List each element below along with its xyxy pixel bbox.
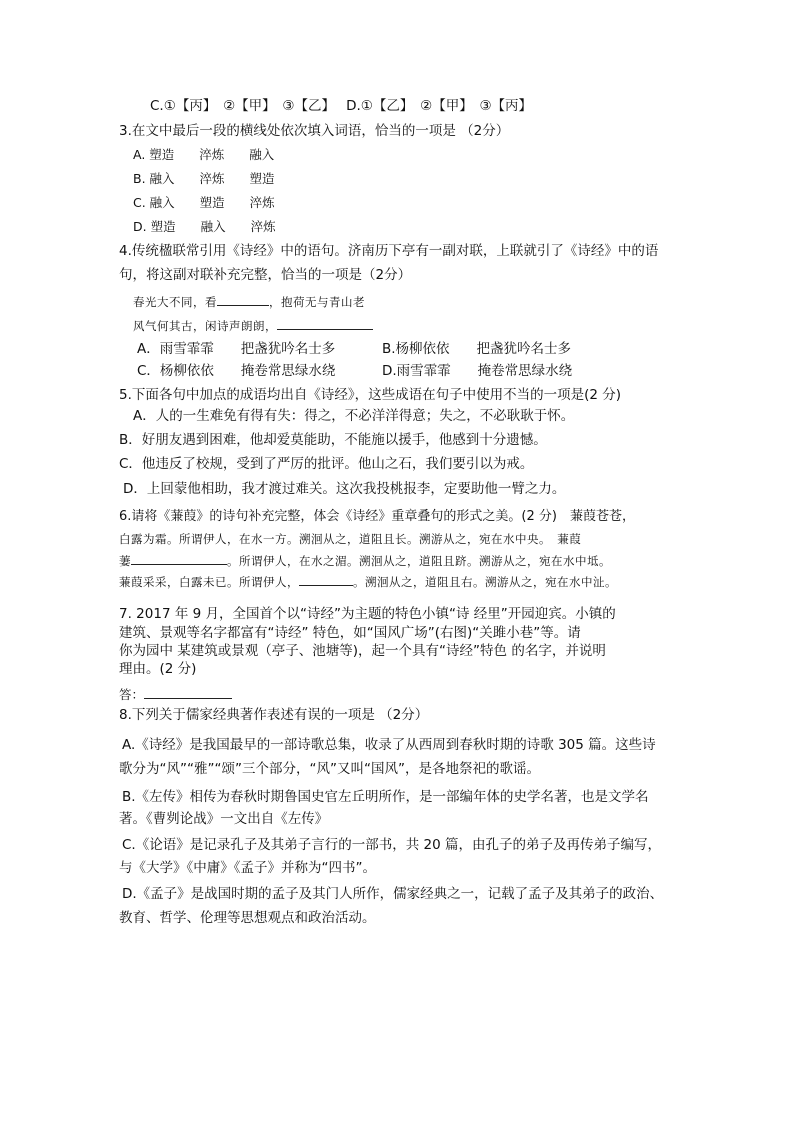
q8-option-c-line1: C.《论语》是记录孔子及其弟子言行的一部书，共 20 篇，由孔子的弟子及再传弟子编写， xyxy=(122,837,661,853)
answer-blank xyxy=(299,572,353,586)
q8-option-c-line2: 与《大学》《中庸》《孟子》并称为“四书”。 xyxy=(119,860,376,876)
q4-couplet-lower xyxy=(133,316,373,335)
answer-blank xyxy=(277,316,373,330)
couplet-upper-end: ，抱荷无与青山老 xyxy=(269,295,365,309)
q4-stem-line1: 4.传统楹联常引用《诗经》中的语句。济南历下亭有一副对联，上联就引了《诗经》中的语 xyxy=(119,243,659,259)
q8-option-d-line2: 教育、哲学、伦理等思想观点和政治活动。 xyxy=(119,910,376,926)
q5-option-d: D．上回蒙他相助，我才渡过难关。这次我投桃报李，定要助他一臂之力。 xyxy=(123,481,566,497)
q8-option-a-line1: A.《诗经》是我国最早的一部诗歌总集，收录了从西周到春秋时期的诗歌 305 篇。这些诗 xyxy=(122,737,656,753)
q4-option-b: B.杨柳依依 把盏犹吟名士多 xyxy=(382,341,572,357)
poem-line3-end: 。溯洄从之，道阻且右。溯游从之，宛在水中沚。 xyxy=(353,575,617,589)
q8-option-b-line1: B.《左传》相传为春秋时期鲁国史官左丘明所作，是一部编年体的史学名著，也是文学名 xyxy=(122,789,649,805)
answer-blank xyxy=(217,292,269,306)
poem-line2-start: 萋 xyxy=(119,554,131,568)
q6-poem-line3 xyxy=(119,572,617,591)
poem-line2-end: 。所谓伊人，在水之湄。溯洄从之，道阻且跻。溯游从之，宛在水中坻。 xyxy=(227,554,611,568)
q3-stem: 3.在文中最后一段的横线处依次填入词语，恰当的一项是 （2分） xyxy=(119,123,510,139)
q3-option-a: A. 塑造 淬炼 融入 xyxy=(133,147,275,162)
q8-option-b-line2: 著。《曹刿论战》一文出自《左传》 xyxy=(119,811,329,827)
q7-stem-line4: 理由。(2 分) xyxy=(119,661,197,677)
q8-option-d-line1: D.《孟子》是战国时期的孟子及其门人所作，儒家经典之一，记载了孟子及其弟子的政治、 xyxy=(122,886,664,902)
q7-stem-line2: 建筑、景观等名字都富有“诗经” 特色，如“国风广场”(右图)“关雎小巷”等。请 xyxy=(119,625,581,641)
poem-line3-start: 蒹葭采采，白露未已。所谓伊人， xyxy=(119,575,299,589)
q4-stem-line2: 句，将这副对联补充完整，恰当的一项是（2分） xyxy=(119,267,412,283)
q7-answer-line xyxy=(119,685,232,704)
q7-stem-line3: 你为园中 某建筑或景观（亭子、池塘等)，起一个具有“诗经”特色 的名字，并说明 xyxy=(119,643,606,659)
q4-options-ab xyxy=(137,340,571,358)
q6-poem-line2 xyxy=(119,551,611,570)
q3-option-c: C. 融入 塑造 淬炼 xyxy=(133,195,275,210)
answer-blank xyxy=(131,551,227,565)
q6-poem-line1: 白露为霜。所谓伊人，在水一方。溯洄从之，道阻且长。溯游从之，宛在水中央。 蒹葭 xyxy=(119,532,582,546)
q4-couplet-upper xyxy=(133,292,365,311)
q6-stem: 6.请将《蒹葭》的诗句补充完整，体会《诗经》重章叠句的形式之美。(2 分) 蒹葭苍苍， xyxy=(119,509,635,524)
answer-label: 答： xyxy=(119,687,145,702)
q5-stem: 5.下面各句中加点的成语均出自《诗经》，这些成语在句子中使用不当的一项是(2 分) xyxy=(119,387,622,403)
q8-stem: 8.下列关于儒家经典著作表述有误的一项是 （2分） xyxy=(119,707,429,723)
q3-option-d: D. 塑造 融入 淬炼 xyxy=(133,219,276,234)
q5-option-a: A．人的一生难免有得有失：得之，不必洋洋得意；失之，不必耿耿于怀。 xyxy=(133,408,575,424)
q8-option-a-line2: 歌分为“风”“雅”“颂”三个部分，“风”又叫“国风”，是各地祭祀的歌谣。 xyxy=(119,761,540,777)
q2-options-cd: C.①【丙】 ②【甲】 ③【乙】 D.①【乙】 ②【甲】 ③【丙】 xyxy=(150,98,533,114)
couplet-lower-text: 风气何其古，闲诗声朗朗， xyxy=(133,319,277,333)
q5-option-c: C．他违反了校规，受到了严厉的批评。他山之石，我们要引以为戒。 xyxy=(119,456,534,472)
q7-stem-line1: 7. 2017 年 9 月，全国首个以“诗经”为主题的特色小镇“诗 经里”开园迎宾。小镇的 xyxy=(119,606,616,622)
q4-option-c: C．杨柳依依 掩卷常思绿水绕 xyxy=(137,363,336,379)
q4-option-a: A．雨雪霏霏 把盏犹吟名士多 xyxy=(137,341,336,357)
q4-option-d: D.雨雪霏霏 掩卷常思绿水绕 xyxy=(382,363,573,379)
q3-option-b: B. 融入 淬炼 塑造 xyxy=(133,171,275,186)
q4-options-cd xyxy=(137,362,572,380)
q5-option-b: B．好朋友遇到困难，他却爱莫能助，不能施以援手，他感到十分遗憾。 xyxy=(119,432,547,448)
answer-blank xyxy=(144,685,232,699)
couplet-upper-start: 春光大不同，看 xyxy=(133,295,217,309)
